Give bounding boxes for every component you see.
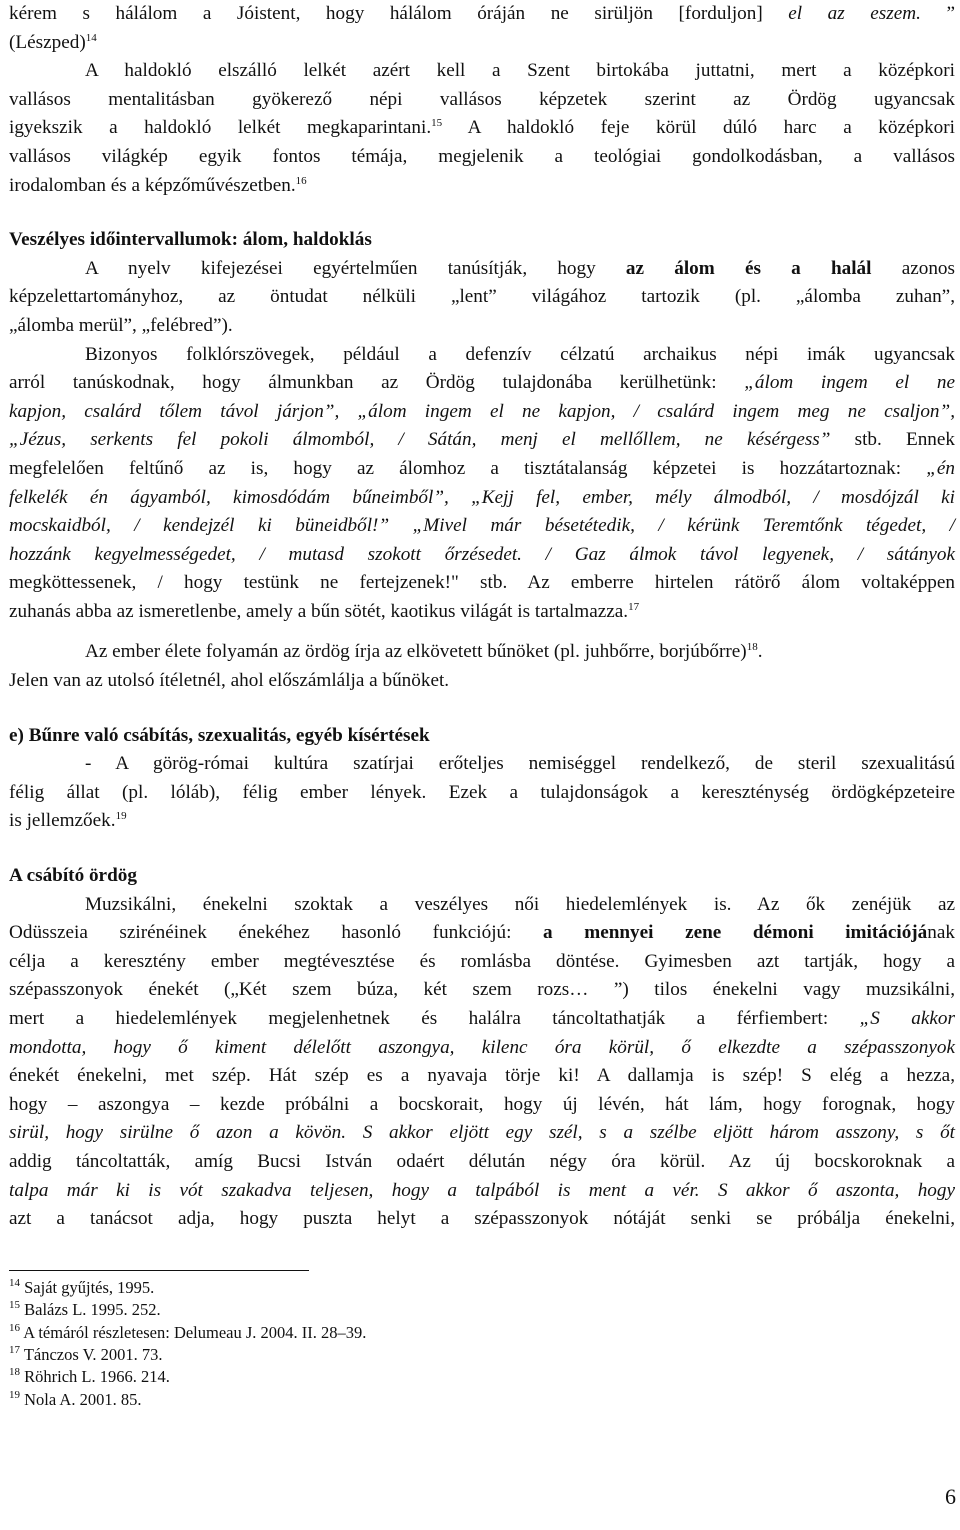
text-line: Jelen van az utolsó ítéletnél, ahol előszámlálja a bűnöket. [9,670,450,692]
footnote-number: 18 [9,1366,20,1379]
text-line: - A görög-római kultúra szatírjai erőteljes nemiséggel rendelkező, de steril szexualitású [85,753,955,775]
text-line: mert a hiedelemlények megjelenhetnek és halálra táncoltathatják a férfiembert: „S akkor [9,1008,955,1029]
footnote-text: Balázs L. 1995. 252. [20,1300,161,1320]
footnote-text: Saját gyűjtés, 1995. [20,1277,155,1297]
text-line: képzelettartományhoz, az öntudat nélküli „lent” világához tartozik (pl. „álomba zuhan”, [9,286,955,308]
footnote-ref: 17 [628,600,640,613]
footnote-ref: 18 [746,641,758,654]
footnote [9,1366,955,1388]
text-line: e) Bűnre való csábítás, szexualitás, egyéb kísértések [9,724,430,746]
page-number: 6 [945,1484,956,1509]
text-line: megköttessenek, / hogy testünk ne fertejzenek!" stb. Az emberre hirtelen rátörő álom voltaképpen [9,572,955,594]
footnote-number: 15 [9,1299,20,1312]
text-line: félig állat (pl. lóláb), félig ember lények. Ezek a tulajdonságok a kereszténység ördögképzeteire [9,781,955,803]
text-line: A csábító ördög [9,865,137,887]
footnote-number: 17 [9,1343,20,1356]
text-line: Az ember élete folyamán az ördög írja az elkövetett bűnöket (pl. juhbőrre, borjúbőrre)$^{18}$. [85,641,763,663]
text-line: A haldokló elszálló lelkét azért kell a Szent birtokába juttatni, mert a középkori [85,60,955,82]
footnote-ref: 19 [115,810,127,823]
text-line: kapjon, csalárd tőlem távol járjon”, „álom ingem el ne kapjon, / csalárd ingem meg ne csaljon”, [9,400,955,422]
text-line: (Lészped)$^{14}$ [9,31,97,53]
footnote-text: Nola A. 2001. 85. [20,1389,142,1409]
text-line: mondotta, hogy ő kiment délelőtt aszongya, kilenc óra körül, ő elkezdte a szépasszonyok [9,1036,955,1058]
text-line: megfelelően feltűnő az is, hogy az álomhoz a tisztátalanság képzetei is hozzátartoznak: „én [9,457,955,479]
paragraph-gap [9,626,955,638]
text-line: „álomba merül”, „felébred”). [9,314,233,336]
text-line: hozzánk kegyelmességedet, / mutasd szokott őrzésedet. / Gaz álmok távol legyenek, / sátányok [9,543,955,565]
footnote-ref: 16 [295,174,307,187]
paragraph-gap [9,200,955,226]
footnote [9,1322,955,1344]
footnote-separator [9,1270,309,1271]
footnote-number: 14 [9,1276,20,1289]
text-line: mocskaidból, / kendejzél ki büneidből!” „Mivel már bésetétedik, / kérünk Teremtőnk tégedet, / [9,515,955,537]
footnote-ref: 14 [85,31,97,44]
text-line: azt a tanácsot adja, hogy puszta helyt a szépasszonyok nótáját senki se próbálja énekelni, [9,1208,955,1230]
paragraph-gap [9,696,955,722]
text-line: arról tanúskodnak, hogy álmunkban az Ördög tulajdonába kerülhetünk: „álom ingem el ne [9,372,955,394]
footnote [9,1277,955,1299]
footnote-number: 16 [9,1321,20,1334]
text-line: felkelék én ágyamból, kimosdódám bűneimből”, „Kejj fel, ember, mély álmodból, / mosdójzál ki [9,486,955,508]
text-line: zuhanás abba az ismeretlenbe, amely a bűn sötét, kaotikus világát is tartalmazza.$^{17}$ [9,600,640,622]
text-line: kérem s hálálom a Jóistent, hogy hálálom óráján ne sirüljön [forduljon] el az eszem. ” [9,3,955,24]
footnote [9,1344,955,1366]
paragraph-gap [9,836,955,862]
text-line: vallásos világkép egyik fontos témája, megjelenik a teológiai gondolkodásban, a vallásos [9,145,955,167]
text-line: énekét énekelni, met szép. Hát szép es a nyavaja törje ki! A dallamja is szép! S elég a hezza, [9,1065,955,1087]
document-page [9,0,955,1411]
footnote-text: A témáról részletesen: Delumeau J. 2004. II. 28–39. [20,1322,367,1342]
footnote-number: 19 [9,1388,20,1401]
footnote-text: Tánczos V. 2001. 73. [20,1344,163,1364]
text-line: célja a keresztény ember megtévesztése és romlásba döntése. Gyimesben azt tartják, hogy a [9,950,955,972]
text-line: A nyelv kifejezései egyértelműen tanúsítják, hogy az álom és a halál azonos [85,257,955,279]
text-line: addig táncoltatták, amíg Bucsi István odaért délután négy óra körül. Az új bocskoroknak a [9,1150,955,1172]
text-line: „Jézus, serkents fel pokoli álmomból, / Sátán, menj el mellőllem, ne késérgess” stb. Ennek [9,429,955,451]
text-line: is jellemzőek.$^{19}$ [9,810,127,832]
body-text [9,0,955,1234]
footnote [9,1389,955,1411]
text-line: talpa már ki is vót szakadva teljesen, hogy a talpából is ment a vér. S akkor ő aszonta, hogy [9,1179,955,1201]
text-line: Muzsikálni, énekelni szoktak a veszélyes női hiedelemlények is. Az ők zenéjük az [85,893,955,915]
footnote-ref: 15 [431,117,443,130]
text-line: szépasszonyok énekét („Két szem búza, két szem rozs… ”) tilos énekelni vagy muzsikálni, [9,979,955,1001]
text-line: igyekszik a haldokló lelkét megkaparintani.$^{15}$ A haldokló feje körül dúló harc a középkori [9,117,955,139]
footnotes [9,1277,955,1411]
text-line: Veszélyes időintervallumok: álom, haldoklás [9,229,372,251]
text-line: Bizonyos folklórszövegek, például a defenzív célzatú archaikus népi imák ugyancsak [85,343,955,365]
footnote [9,1299,955,1321]
text-line: hogy – aszongya – kezde próbálni a bocskorait, hogy új lévén, hát lám, hogy forognak, hogy [9,1093,955,1115]
footnote-text: Röhrich L. 1966. 214. [20,1367,170,1387]
text-line: vallásos mentalitásban gyökerező népi vallásos képzetek szerint az Ördög ugyancsak [9,88,955,110]
text-line: Odüsszeia szirénéinek énekéhez hasonló funkciójú: a mennyei zene démoni imitációjának [9,922,955,944]
text-line: irodalomban és a képzőművészetben.$^{16}$ [9,174,307,196]
text-line: sirül, hogy sirülne ő azon a kövön. S akkor eljött egy szél, s a szélbe eljött három asszony, s őt [9,1122,955,1144]
